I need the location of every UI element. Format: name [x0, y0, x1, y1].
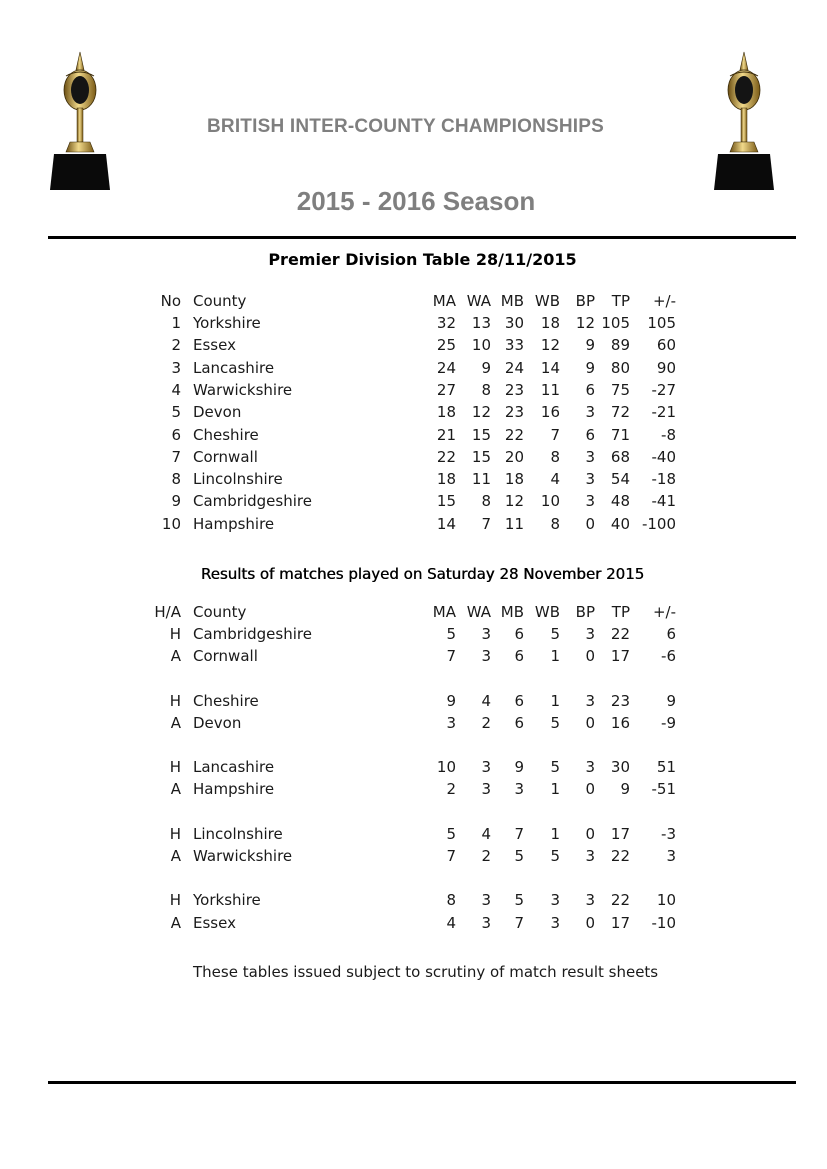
cell-no: H	[169, 758, 181, 777]
cell-county: Hampshire	[193, 780, 275, 799]
cell-tp: TP	[611, 603, 630, 621]
cell-bp: 9	[585, 358, 595, 377]
cell-ma: 5	[446, 625, 456, 643]
cell-mb: 6	[514, 625, 524, 643]
cell-mb: 33	[504, 336, 524, 355]
cell-wa: 4	[481, 824, 491, 843]
cell-mb: 6	[514, 713, 524, 732]
cell-tp: 22	[610, 625, 630, 643]
cell-plus-minus: 51	[656, 758, 676, 777]
cell-ma: 32	[436, 314, 456, 332]
cell-bp: 3	[585, 847, 595, 865]
cell-mb: 9	[514, 758, 524, 777]
cell-plus-minus: -10	[651, 913, 676, 932]
cell-mb: 5	[514, 847, 524, 865]
cell-tp: 16	[610, 713, 630, 732]
championship-title: BRITISH INTER-COUNTY CHAMPIONSHIPS	[206, 116, 605, 137]
cell-ma: 27	[436, 380, 456, 399]
cell-mb: MB	[500, 292, 524, 310]
cell-no: A	[170, 780, 181, 799]
cell-tp: 23	[610, 691, 630, 710]
cell-wb: 3	[550, 891, 560, 910]
top-divider	[48, 236, 796, 239]
cell-ma: 7	[446, 847, 456, 865]
footnote: These tables issued subject to scrutiny of match result sheets	[193, 963, 659, 981]
cell-wb: WB	[534, 292, 560, 310]
cell-tp: 22	[610, 847, 630, 865]
cell-tp: 89	[610, 336, 630, 355]
cell-bp: 3	[585, 470, 595, 489]
league-row	[0, 312, 827, 334]
cell-county: Devon	[193, 403, 242, 422]
cell-tp: 105	[601, 314, 630, 332]
results-title: Results of matches played on Saturday 28 November 2015	[200, 565, 645, 583]
cell-mb: 7	[514, 913, 524, 932]
cell-wa: 3	[481, 780, 491, 799]
cell-county: Hampshire	[193, 514, 275, 533]
cell-tp: 17	[610, 824, 630, 843]
cell-tp: 80	[610, 358, 630, 377]
cell-county: Warwickshire	[193, 847, 293, 865]
cell-wb: 1	[550, 780, 560, 799]
cell-bp: 3	[585, 403, 595, 422]
cell-bp: 3	[585, 758, 595, 777]
cell-mb: 12	[504, 492, 524, 511]
cell-bp: 3	[585, 891, 595, 910]
cell-mb: MB	[500, 603, 524, 621]
cell-no: H	[169, 891, 181, 910]
cell-wb: 1	[550, 647, 560, 666]
cell-county: Devon	[193, 713, 242, 732]
cell-county: Lancashire	[193, 358, 275, 377]
results-row	[0, 889, 827, 911]
cell-tp: TP	[611, 292, 630, 310]
cell-ma: 4	[446, 913, 456, 932]
cell-no: H	[169, 691, 181, 710]
cell-plus-minus: -100	[641, 514, 676, 533]
cell-wb: 14	[540, 358, 560, 377]
league-header-row	[0, 290, 827, 312]
cell-no: A	[170, 913, 181, 932]
cell-no: 1	[171, 314, 181, 332]
cell-bp: 0	[585, 913, 595, 932]
cell-plus-minus: 6	[666, 625, 676, 643]
cell-plus-minus: -27	[651, 380, 676, 399]
cell-bp: 0	[585, 713, 595, 732]
cell-bp: 6	[585, 380, 595, 399]
cell-ma: 14	[436, 514, 456, 533]
cell-tp: 75	[610, 380, 630, 399]
cell-wb: 16	[540, 403, 560, 422]
cell-wb: 10	[540, 492, 560, 511]
cell-no: 4	[171, 380, 181, 399]
cell-tp: 17	[610, 647, 630, 666]
league-row	[0, 334, 827, 356]
cell-county: Cheshire	[193, 691, 259, 710]
cell-plus-minus: 105	[647, 314, 676, 332]
cell-county: Lancashire	[193, 758, 275, 777]
cell-ma: MA	[432, 292, 456, 310]
cell-plus-minus: +/-	[652, 603, 676, 621]
cell-mb: 5	[514, 891, 524, 910]
cell-bp: 0	[585, 647, 595, 666]
cell-county: Essex	[193, 336, 236, 355]
cell-county: County	[193, 292, 247, 310]
cell-wa: 8	[481, 492, 491, 511]
cell-plus-minus: 3	[666, 847, 676, 865]
cell-mb: 24	[504, 358, 524, 377]
results-row	[0, 756, 827, 778]
results-row	[0, 712, 827, 734]
cell-county: Yorkshire	[193, 891, 261, 910]
cell-wb: 1	[550, 824, 560, 843]
cell-wa: WA	[466, 292, 491, 310]
cell-wb: WB	[534, 603, 560, 621]
cell-wa: 3	[481, 625, 491, 643]
cell-mb: 6	[514, 691, 524, 710]
cell-tp: 71	[610, 425, 630, 444]
cell-no: H	[169, 824, 181, 843]
cell-wb: 3	[550, 913, 560, 932]
cell-bp: BP	[575, 603, 595, 621]
cell-county: Cornwall	[193, 647, 258, 666]
results-row	[0, 645, 827, 667]
cell-wa: 15	[471, 447, 491, 466]
cell-wb: 8	[550, 447, 560, 466]
cell-mb: 11	[504, 514, 524, 533]
cell-wb: 11	[540, 380, 560, 399]
cell-wa: 13	[471, 314, 491, 332]
results-row	[0, 690, 827, 712]
cell-no: A	[170, 713, 181, 732]
league-row	[0, 357, 827, 379]
cell-mb: 23	[504, 380, 524, 399]
cell-plus-minus: -3	[661, 824, 676, 843]
cell-ma: 5	[446, 824, 456, 843]
cell-wb: 18	[540, 314, 560, 332]
cell-no: 3	[171, 358, 181, 377]
cell-bp: 12	[575, 314, 595, 332]
cell-plus-minus: 10	[656, 891, 676, 910]
cell-county: Yorkshire	[193, 314, 261, 332]
cell-bp: 0	[585, 824, 595, 843]
cell-county: Lincolnshire	[193, 470, 283, 489]
cell-tp: 40	[610, 514, 630, 533]
cell-ma: MA	[432, 603, 456, 621]
cell-wa: 3	[481, 913, 491, 932]
cell-no: A	[170, 847, 181, 865]
league-row	[0, 490, 827, 512]
cell-mb: 3	[514, 780, 524, 799]
cell-bp: 0	[585, 514, 595, 533]
cell-wa: 9	[481, 358, 491, 377]
cell-no: A	[170, 647, 181, 666]
cell-mb: 7	[514, 824, 524, 843]
cell-tp: 68	[610, 447, 630, 466]
cell-tp: 48	[610, 492, 630, 511]
cell-county: Cornwall	[193, 447, 258, 466]
cell-plus-minus: -18	[651, 470, 676, 489]
cell-no: 8	[171, 470, 181, 489]
cell-no: No	[160, 292, 181, 310]
cell-wa: WA	[466, 603, 491, 621]
cell-county: Warwickshire	[193, 380, 293, 399]
cell-mb: 30	[504, 314, 524, 332]
cell-ma: 9	[446, 691, 456, 710]
cell-bp: 3	[585, 447, 595, 466]
cell-ma: 3	[446, 713, 456, 732]
cell-plus-minus: -51	[651, 780, 676, 799]
cell-no: 9	[171, 492, 181, 511]
cell-ma: 8	[446, 891, 456, 910]
cell-ma: 25	[436, 336, 456, 355]
cell-wb: 8	[550, 514, 560, 533]
league-row	[0, 379, 827, 401]
cell-ma: 24	[436, 358, 456, 377]
cell-bp: 3	[585, 625, 595, 643]
cell-mb: 20	[504, 447, 524, 466]
results-header-row	[0, 601, 827, 623]
cell-no: 6	[171, 425, 181, 444]
cell-tp: 54	[610, 470, 630, 489]
cell-tp: 30	[610, 758, 630, 777]
league-row	[0, 468, 827, 490]
cell-wa: 3	[481, 758, 491, 777]
cell-bp: 9	[585, 336, 595, 355]
cell-wa: 3	[481, 891, 491, 910]
results-row	[0, 823, 827, 845]
cell-wa: 7	[481, 514, 491, 533]
cell-plus-minus: 9	[666, 691, 676, 710]
cell-ma: 22	[436, 447, 456, 466]
cell-wb: 5	[550, 713, 560, 732]
cell-mb: 18	[504, 470, 524, 489]
cell-no: 10	[161, 514, 181, 533]
cell-wa: 15	[471, 425, 491, 444]
cell-plus-minus: -6	[661, 647, 676, 666]
cell-wb: 4	[550, 470, 560, 489]
cell-bp: 3	[585, 492, 595, 511]
results-row	[0, 623, 827, 645]
cell-no: H/A	[154, 603, 181, 621]
cell-ma: 2	[446, 780, 456, 799]
cell-wa: 2	[481, 847, 491, 865]
cell-ma: 18	[436, 470, 456, 489]
cell-wa: 3	[481, 647, 491, 666]
cell-bp: 0	[585, 780, 595, 799]
league-row	[0, 513, 827, 535]
cell-wa: 8	[481, 380, 491, 399]
cell-mb: 22	[504, 425, 524, 444]
cell-plus-minus: 60	[656, 336, 676, 355]
cell-ma: 21	[436, 425, 456, 444]
cell-plus-minus: -21	[651, 403, 676, 422]
cell-county: Essex	[193, 913, 236, 932]
season-title: 2015 - 2016 Season	[296, 186, 536, 216]
cell-wa: 4	[481, 691, 491, 710]
cell-tp: 72	[610, 403, 630, 422]
cell-wa: 12	[471, 403, 491, 422]
cell-county: Lincolnshire	[193, 824, 283, 843]
cell-bp: BP	[575, 292, 595, 310]
league-row	[0, 446, 827, 468]
cell-wa: 10	[471, 336, 491, 355]
cell-wb: 5	[550, 625, 560, 643]
cell-tp: 22	[610, 891, 630, 910]
cell-no: 5	[171, 403, 181, 422]
cell-tp: 9	[620, 780, 630, 799]
cell-plus-minus: +/-	[652, 292, 676, 310]
results-row	[0, 845, 827, 867]
cell-wb: 5	[550, 847, 560, 865]
cell-wb: 7	[550, 425, 560, 444]
cell-county: County	[193, 603, 247, 621]
results-row	[0, 778, 827, 800]
cell-county: Cheshire	[193, 425, 259, 444]
cell-no: H	[169, 625, 181, 643]
cell-county: Cambridgeshire	[193, 492, 312, 511]
bottom-divider	[48, 1081, 796, 1084]
cell-wa: 11	[471, 470, 491, 489]
cell-no: 2	[171, 336, 181, 355]
cell-plus-minus: 90	[656, 358, 676, 377]
cell-ma: 10	[436, 758, 456, 777]
results-row	[0, 912, 827, 934]
cell-ma: 7	[446, 647, 456, 666]
cell-plus-minus: -8	[661, 425, 676, 444]
cell-mb: 23	[504, 403, 524, 422]
cell-bp: 3	[585, 691, 595, 710]
cell-plus-minus: -9	[661, 713, 676, 732]
cell-mb: 6	[514, 647, 524, 666]
cell-wb: 1	[550, 691, 560, 710]
cell-ma: 15	[436, 492, 456, 511]
cell-plus-minus: -40	[651, 447, 676, 466]
league-row	[0, 424, 827, 446]
cell-wb: 5	[550, 758, 560, 777]
cell-tp: 17	[610, 913, 630, 932]
cell-wa: 2	[481, 713, 491, 732]
league-table-title: Premier Division Table 28/11/2015	[268, 250, 577, 269]
league-row	[0, 401, 827, 423]
cell-ma: 18	[436, 403, 456, 422]
cell-county: Cambridgeshire	[193, 625, 312, 643]
cell-wb: 12	[540, 336, 560, 355]
cell-no: 7	[171, 447, 181, 466]
cell-plus-minus: -41	[651, 492, 676, 511]
cell-bp: 6	[585, 425, 595, 444]
